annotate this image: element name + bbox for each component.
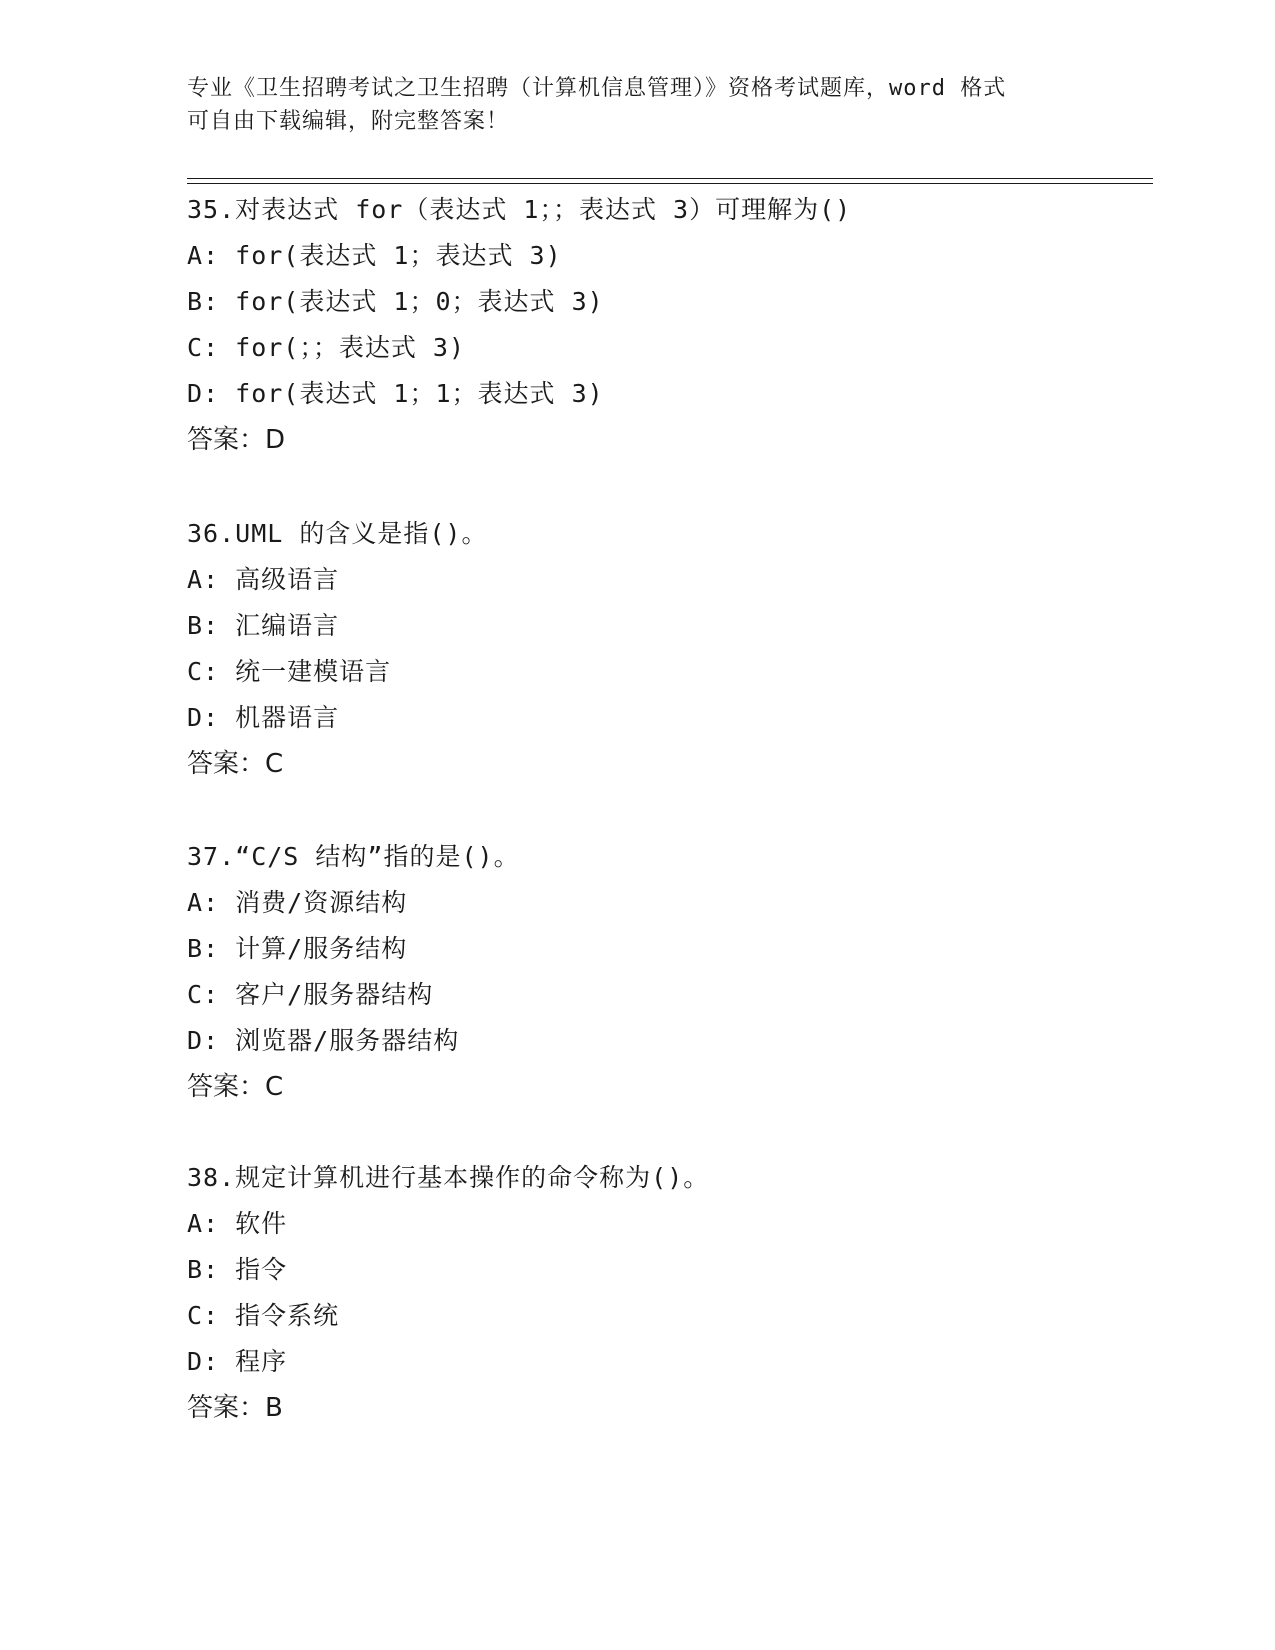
answer: 答案：C: [187, 1072, 284, 1102]
answer: 答案：D: [187, 425, 286, 455]
answer: 答案：C: [187, 749, 284, 779]
header-divider-bottom: [187, 183, 1153, 184]
option-d: D: 浏览器/服务器结构: [187, 1026, 460, 1055]
question-35: [187, 187, 1167, 463]
option-d: D: 机器语言: [187, 703, 340, 732]
option-a: A: for(表达式 1；表达式 3): [187, 241, 562, 270]
option-a: A: 消费/资源结构: [187, 888, 408, 917]
option-b: B: for(表达式 1；0；表达式 3): [187, 287, 604, 316]
option-a: A: 软件: [187, 1209, 288, 1238]
header-divider-top: [187, 178, 1153, 179]
question-title: 35.对表达式 for（表达式 1；；表达式 3）可理解为(): [187, 195, 852, 224]
option-b: B: 指令: [187, 1255, 288, 1284]
question-36: [187, 511, 1167, 787]
option-c: C: for(；；表达式 3): [187, 333, 466, 362]
question-title: 38.规定计算机进行基本操作的命令称为()。: [187, 1163, 710, 1192]
option-d: D: for(表达式 1；1；表达式 3): [187, 379, 604, 408]
question-37: [187, 834, 1167, 1110]
header-line-2: 可自由下载编辑，附完整答案！: [187, 109, 510, 134]
option-c: C: 指令系统: [187, 1301, 340, 1330]
option-c: C: 统一建模语言: [187, 657, 392, 686]
option-d: D: 程序: [187, 1347, 288, 1376]
option-b: B: 汇编语言: [187, 611, 340, 640]
question-title: 36.UML 的含义是指()。: [187, 519, 488, 548]
question-38: [187, 1155, 1167, 1431]
header-line-1: 专业《卫生招聘考试之卫生招聘（计算机信息管理）》资格考试题库，word 格式: [187, 76, 1007, 101]
answer: 答案：B: [187, 1393, 283, 1423]
option-c: C: 客户/服务器结构: [187, 980, 434, 1009]
document-header: [187, 72, 1087, 138]
question-title: 37.“C/S 结构”指的是()。: [187, 842, 520, 871]
option-b: B: 计算/服务结构: [187, 934, 408, 963]
option-a: A: 高级语言: [187, 565, 340, 594]
